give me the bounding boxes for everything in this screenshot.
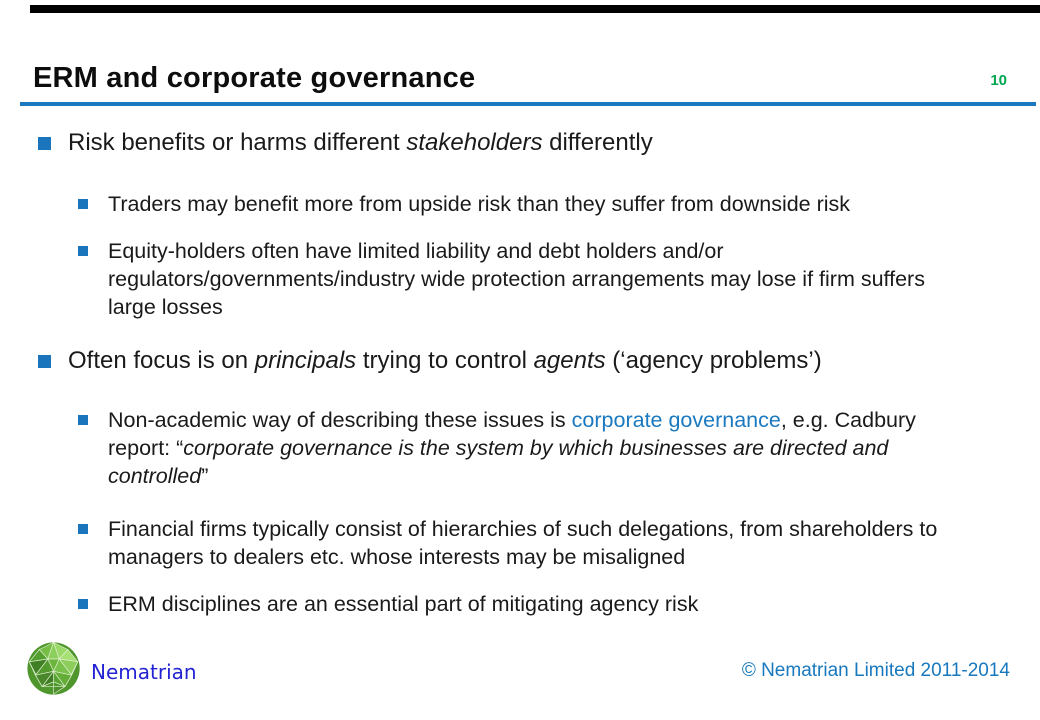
copyright-text: © Nematrian Limited 2011-2014 <box>741 660 1010 681</box>
text-segment-italic: agents <box>533 347 606 374</box>
title-underline <box>20 102 1036 106</box>
page-number: 10 <box>990 72 1007 89</box>
bullet-text: Equity-holders often have limited liability and debt holders and/or regulators/governments/industry wide protection arrangements may lose if firm suffers large losses <box>108 239 925 319</box>
corporate-governance-link[interactable]: corporate governance <box>571 408 781 432</box>
bullet-text: ERM disciplines are an essential part of mitigating agency risk <box>108 592 699 616</box>
slide-body <box>38 128 1012 637</box>
list-item-level2 <box>78 237 1012 321</box>
list-item-level2 <box>78 515 1012 571</box>
text-segment: Non-academic way of describing these issues is <box>108 408 572 432</box>
top-black-bar <box>30 5 1040 13</box>
text-segment: , e.g. Cadbury report: “ <box>108 408 916 460</box>
text-segment-italic: principals <box>254 347 357 374</box>
list-item-level2 <box>78 406 1012 490</box>
list-item-level1 <box>38 128 1012 158</box>
list-item-level2 <box>78 590 1012 618</box>
bullet-square-icon <box>38 355 51 368</box>
text-segment: Risk benefits or harms different <box>68 129 407 156</box>
bullet-square-icon <box>38 137 51 150</box>
text-segment: differently <box>542 129 653 156</box>
page-title: ERM and corporate governance <box>33 62 476 94</box>
text-segment: ” <box>201 464 209 488</box>
bullet-text <box>68 128 653 158</box>
text-segment-italic: stakeholders <box>406 129 543 156</box>
text-segment: Often focus is on <box>68 347 255 374</box>
slide-footer <box>0 628 1040 720</box>
text-segment: trying to control <box>356 347 534 374</box>
text-segment-italic: corporate governance is the system by which businesses are directed and controlled <box>108 436 889 488</box>
bullet-square-icon <box>78 415 88 425</box>
text-segment: (‘agency problems’) <box>605 347 822 374</box>
bullet-square-icon <box>78 599 88 609</box>
list-item-level1 <box>38 346 1012 376</box>
list-item-level2 <box>78 190 1012 218</box>
bullet-text: Traders may benefit more from upside risk than they suffer from downside risk <box>108 192 851 216</box>
bullet-square-icon <box>78 524 88 534</box>
bullet-text <box>68 346 822 376</box>
nematrian-logo-text[interactable]: Nematrian <box>91 659 197 684</box>
nematrian-logo <box>26 639 197 698</box>
bullet-square-icon <box>78 199 88 209</box>
nematrian-polyhedron-icon <box>26 639 83 698</box>
bullet-text <box>108 406 940 490</box>
bullet-square-icon <box>78 246 88 256</box>
bullet-text: Financial firms typically consist of hierarchies of such delegations, from shareholders to managers to dealers etc. whose interests may be misaligned <box>108 517 938 569</box>
